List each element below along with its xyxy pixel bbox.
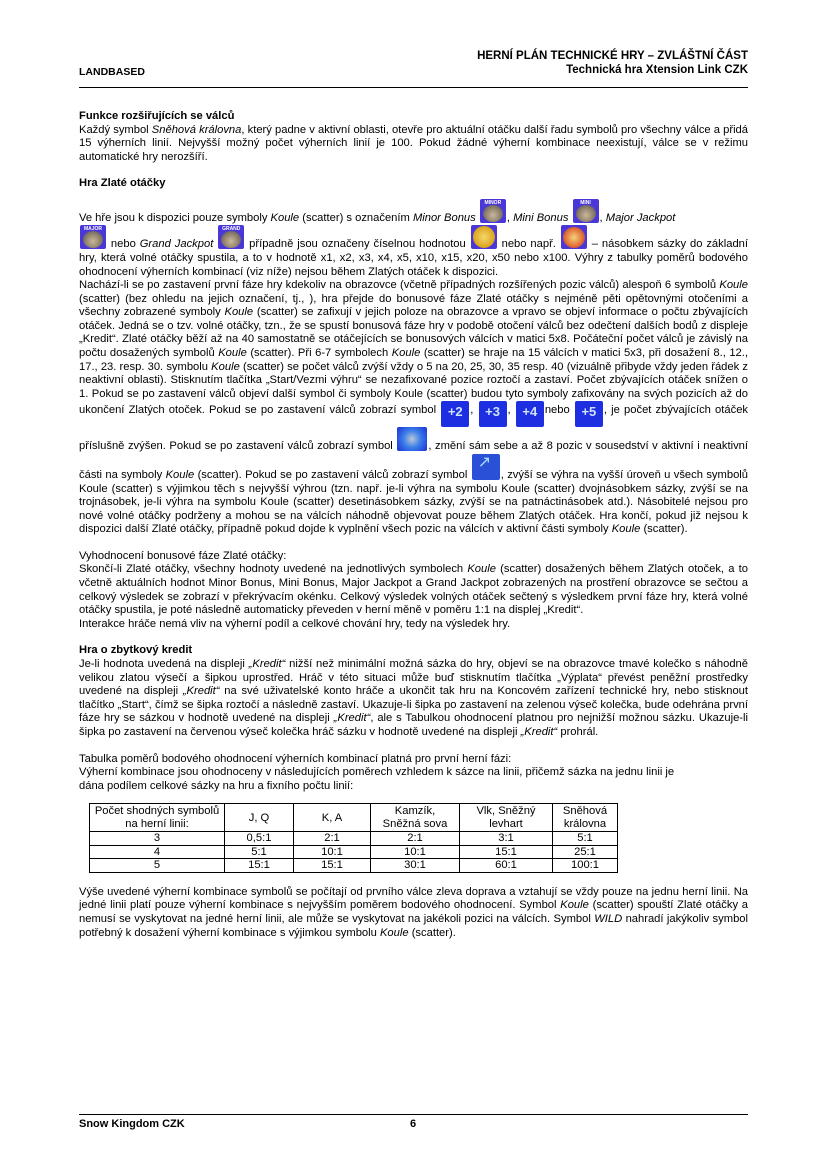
paytable	[89, 803, 618, 873]
column-header: K, A	[294, 804, 371, 832]
upgrade-arrow-symbol-icon	[472, 454, 500, 480]
plus-2-spins-icon: +2	[441, 401, 469, 427]
major-jackpot-symbol-icon	[80, 225, 106, 249]
table-cell: 100:1	[553, 859, 618, 873]
table-cell: 2:1	[371, 832, 460, 846]
table-cell: 2:1	[294, 832, 371, 846]
header-divider	[79, 87, 748, 88]
page-number: 6	[410, 1118, 417, 1130]
minor-bonus-symbol-icon	[480, 199, 506, 223]
paytable-intro-2: Výherní kombinace jsou ohodnoceny v následujících poměrech vzhledem k sázce na linii, přičemž sázka na jednu linii je dána podílem celkové sázky na hru a fixního počtu linií:	[79, 766, 675, 792]
table-cell: 5:1	[225, 845, 294, 859]
table-row	[90, 859, 618, 873]
table-cell: 0,5:1	[225, 832, 294, 846]
section-remainder-credit	[79, 644, 748, 739]
subheading: Vyhodnocení bonusové fáze Zlaté otáčky:	[79, 549, 287, 562]
section-bonus-evaluation	[79, 550, 748, 632]
footer-document-name: Snow Kingdom CZK	[79, 1118, 185, 1130]
column-header: Počet shodných symbolů na herní linii:	[90, 804, 225, 832]
table-cell: 30:1	[371, 859, 460, 873]
value-coin-symbol-icon	[471, 225, 497, 249]
table-cell: 60:1	[460, 859, 553, 873]
multiplier-ball-symbol-icon	[561, 225, 587, 249]
section-heading: Hra Zlaté otáčky	[79, 177, 166, 190]
expanding-sun-symbol-icon	[397, 427, 427, 451]
section-closing-notes	[79, 886, 748, 940]
paragraph: Je-li hodnota uvedená na displeji „Kredit“ nižší než minimální možná sázka do hry, objeví se na obrazovce tmavé kolečko s náhodně velikou zlatou výsečí a šipkou uprostřed. Hráč v této situaci může buď stisknutím tlačítka „Výplata“ převést peněžní prostředky uvedené na displeji „Kredit“ na své uživatelské konto hráče a ukončit tak hru na Koncovém zařízení technické hry, nebo stisknout tlačítko „Start“, čímž se šipka roztočí a následně zastaví. Ukazuje-li šipka po zastavení na zelenou výseč kolečka, bude odehrána první fáze hry se sázkou v hodnotě uvedené na displeji „Kredit“, ale s Tabulkou ohodnocení platnou pro nejnižší možnou sázku. Ukazuje-li šipka po zastavení na červenou výseč kolečka hráč sázku v hodnotě uvedené na displeji „Kredit“ prohrál.	[79, 658, 749, 738]
table-cell: 10:1	[371, 845, 460, 859]
column-header: Kamzík, Sněžná sova	[371, 804, 460, 832]
section-heading: Hra o zbytkový kredit	[79, 644, 193, 657]
plus-3-spins-icon: +3	[479, 401, 507, 427]
grand-jackpot-symbol-icon	[218, 225, 244, 249]
column-header: Vlk, Sněžný levhart	[460, 804, 553, 832]
section-golden-spins	[79, 177, 748, 537]
table-cell: 25:1	[553, 845, 618, 859]
paragraph: Nachází-li se po zastavení první fáze hry kdekoliv na obrazovce (včetně případných rozšířených pozic válců) alespoň 6 symbolů Koule (scatter) (bez ohledu na jejich označení, tj., ), hra přejde do bonusové fáze Zlaté otáčky s nejméně pěti opětovnými otočeními a všechny zobrazené symboly Koule (scatter) se zafixují v jejich poloze na obrazovce a vpravo se objeví informace o počtu zbývajících otáček. Jedná se o tzv. volné otáčky, tzn., že se spustí bonusová fáze hry v podobě otočení válců bez odečtení dalších bodů z displeje „Kredit“. Zlaté otáčky běží až na 40 samostatně se otáčejících se bonusových válcích v matici 5x8. Počáteční počet válců je závislý na počtu dosažených symbolů Koule (scatter). Při 6-7 symbolech Koule (scatter) se hraje na 15 válcích v matici 5x3, při dosažení 8., 12., 17., 23. resp. 30. symbolu Koule (scatter) se počet válců zvýší vždy o 5 na 20, 25, 30, 35 resp. 40 (vizuálně přibyde vždy jeden řádek z neaktivní oblasti). Stisknutím tlačítka „Start/Vezmi výhru“ se nezafixované pozice roztočí a zastaví. Počet zbývajících otáček snížen o 1. Pokud se po zastavení válců objeví další symbol či symboly Koule (scatter) budou tyto symboly zafixovány na svých pozicích až do ukončení Zlatých otoček. Pokud se po zastavení válců zobrazí symbol +2 , +3 , +4 nebo +5 , je počet zbývajících otáček příslušně zvýšen. Pokud se po zastavení válců zobrazí symbol , změní sám sebe a až 8 pozic v sousedství v aktivní i neaktivní části na symboly Koule (scatter). Pokud se po zastavení válců zobrazí symbol ↗ , zvýší se výhra na vyšší úroveň u všech symbolů Koule (scatter) s výjimkou těch s nejvyšší výhrou (tzn. např. je-li výhra na symbolu Koule (scatter) dvojnásobkem sázky, zvýší se na trojnásobek, je-li výhra na symbolu Koule (scatter) desetinásobkem sázky, zvýší se na patnáctinásobek atd.). Násobitelé nejsou pro nové volné otáčky podrženy a mohou se na válcích náhodně objevovat pouze během Zlatých otáček. Hra končí, pokud již nejsou k dispozici další Zlaté otáčky, případně pokud dojde k vyplnění všech pozic na válcích v aktivní části symboly Koule (scatter).	[79, 279, 748, 537]
table-cell: 15:1	[225, 859, 294, 873]
footer-divider	[79, 1114, 748, 1115]
paragraph: Skončí-li Zlaté otáčky, všechny hodnoty uvedené na jednotlivých symbolech Koule (scatter) dosažených během Zlatých otoček, a to včetně aktuálních hodnot Minor Bonus, Mini Bonus, Major Jackpot a Grand Jackpot zobrazených na prostření obrazovce se sečtou a celkový výsledek se zobrazí v překrývacím okénku. Celkový výsledek volných otáček sečtený s výsledkem první fáze hry, která volné otáčky spustila, je poté následně automaticky převeden v herní měně v poměru 1:1 na displej „Kredit“.	[79, 563, 748, 617]
table-row	[90, 832, 618, 846]
header-title: HERNÍ PLÁN TECHNICKÉ HRY – ZVLÁŠTNÍ ČÁST	[477, 50, 748, 62]
table-cell: 15:1	[460, 845, 553, 859]
document-body	[79, 110, 748, 940]
column-header: Sněhová královna	[553, 804, 618, 832]
paragraph: Každý symbol Sněhová královna, který padne v aktivní oblasti, otevře pro aktuální otáčku další řadu symbolů pro všechny válce a přidá 15 výherních linií. Nejvyšší možný počet výherních linií je 100. Pokud žádné výherní kombinace neexistují, válce se v režimu automatické hry nerozšíří.	[79, 123, 748, 163]
column-header: J, Q	[225, 804, 294, 832]
paytable-header-row	[90, 804, 618, 832]
section-paytable	[79, 753, 748, 873]
table-cell: 3	[90, 832, 225, 846]
plus-5-spins-icon: +5	[575, 401, 603, 427]
table-row	[90, 845, 618, 859]
table-cell: 5:1	[553, 832, 618, 846]
table-cell: 5	[90, 859, 225, 873]
table-cell: 3:1	[460, 832, 553, 846]
mini-bonus-symbol-icon	[573, 199, 599, 223]
header-left-label: LANDBASED	[79, 66, 145, 78]
table-cell: 10:1	[294, 845, 371, 859]
paragraph: Interakce hráče nemá vliv na výherní podíl a celkové chování hry, tedy na výsledek hry.	[79, 617, 511, 630]
paragraph: Ve hře jsou k dispozici pouze symboly Koule (scatter) s označením Minor Bonus MINOR , Mini Bonus MINI , Major Jackpot MAJOR nebo Grand Jackpot GRAND případně jsou označeny číselnou hodnotou nebo např. – násobkem sázky do základní hry, která volné otáčky spustila, a to v hodnotě x1, x2, x3, x4, x5, x10, x15, x20, x50 nebo x100. Výhry z tabulky poměrů bodového ohodnocení výherních kombinací (viz níže) nejsou během Zlatých otáček k dispozici.	[79, 199, 748, 279]
header-title-block	[477, 50, 748, 77]
section-expanding-reels	[79, 110, 748, 164]
header-subtitle: Technická hra Xtension Link CZK	[566, 63, 748, 76]
paytable-intro: Tabulka poměrů bodového ohodnocení výherních kombinací platná pro první herní fázi:	[79, 752, 512, 765]
paragraph: Výše uvedené výherní kombinace symbolů se počítají od prvního válce zleva doprava a vztahují se vždy pouze na jednu herní linii. Na jedné linii platí pouze výherní kombinace s nejvyšším poměrem bodového ohodnocení. Symbol Koule (scatter) spouští Zlaté otáčky a nemusí se vyskytovat na jedné herní linii, ale může se vyskytovat na jakékoli pozici na válcích. Symbol WILD nahradí jakýkoliv symbol potřebný k dosažení výherní kombinace s výjimkou symbolu Koule (scatter).	[79, 885, 749, 939]
plus-4-spins-icon: +4	[516, 401, 544, 427]
page-header	[79, 50, 748, 80]
section-heading: Funkce rozšiřujících se válců	[79, 110, 235, 122]
table-cell: 15:1	[294, 859, 371, 873]
table-cell: 4	[90, 845, 225, 859]
